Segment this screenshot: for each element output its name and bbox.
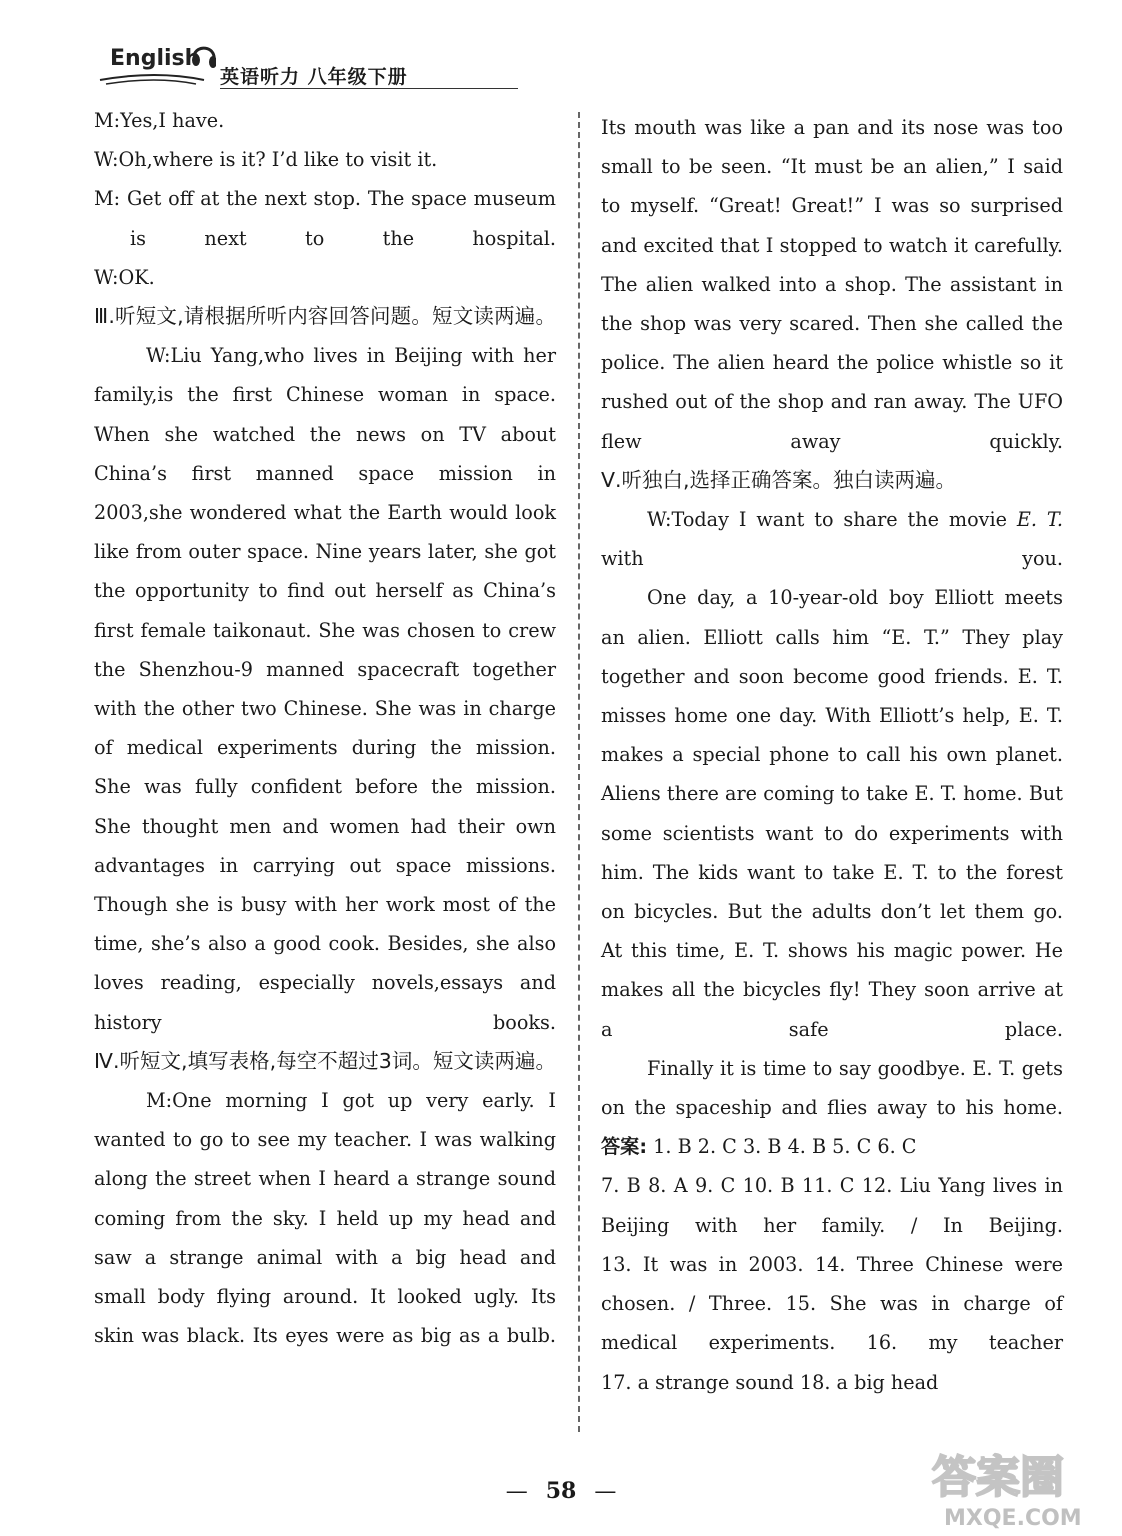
dialogue-line: M: Get off at the next stop. The space museum is next to the hospital. xyxy=(94,187,556,250)
movie-title: E. T. xyxy=(1016,508,1063,532)
section-5-heading: Ⅴ.听独白,选择正确答案。独白读两遍。 xyxy=(601,467,957,492)
dialogue-line: W:OK. xyxy=(94,265,155,289)
left-column xyxy=(94,101,556,1356)
book-title: 英语听力 八年级下册 xyxy=(220,66,408,88)
dialogue-line: W:Oh,where is it? I’d like to visit it. xyxy=(94,148,438,172)
header-rule xyxy=(220,88,518,89)
answers-label: 答案: xyxy=(601,1135,648,1159)
page-number-value: 58 xyxy=(545,1478,577,1504)
monologue-paragraph: Finally it is time to say goodbye. E. T. gets on the spaceship and flies away to his home. xyxy=(601,1056,1063,1120)
page-number: — 58 — xyxy=(505,1478,617,1504)
passage-liu-yang: W:Liu Yang,who lives in Beijing with her family,is the first Chinese woman in space. When she watched the news on TV about China’s first manned space mission in 2003,she wondered what the Earth would look like from outer space. Nine years later, she got the opportunity to find out herself as China’s first female taikonaut. She was chosen to crew the Shenzhou-9 manned spacecraft together with the other two Chinese. She was in charge of medical experiments during the mission. She was fully confident before the mission. She thought men and women had their own advantages in carrying out space missions. Though she is busy with her work most of the time, she’s also a good cook. Besides, she also loves reading, especially novels,essays and history books. xyxy=(94,344,556,1034)
watermark-url: MXQE.COM xyxy=(944,1506,1082,1531)
passage-alien-continued: Its mouth was like a pan and its nose was too small to be seen. “It must be an alien,” I said to myself. “Great! Great!” I was so surprised and excited that I stopped to watch it carefully. The alien walked into a shop. The assistant in the shop was very scared. Then she called the police. The alien heard the police whistle so it rushed out of the shop and ran away. The UFO flew away quickly. xyxy=(601,116,1063,453)
section-4-heading: Ⅳ.听短文,填写表格,每空不超过3词。短文读两遍。 xyxy=(94,1048,556,1073)
logo-text: English xyxy=(110,46,201,71)
column-divider xyxy=(578,112,580,1432)
monologue-paragraph: One day, a 10-year-old boy Elliott meets an alien. Elliott calls him “E. T.” They play together and soon become good friends. E. T. misses home one day. With Elliott’s help, E. T. makes a special phone to call his own planet. Aliens there are coming to take E. T. home. But some scientists want to do experiments with him. The kids want to take E. T. to the forest on bicycles. But the adults don’t let them go. At this time, E. T. shows his magic power. He makes all the bicycles fly! They soon arrive at a safe place. xyxy=(601,586,1063,1041)
answers-line: 13. It was in 2003. 14. Three Chinese were chosen. / Three. 15. She was in charge of medical experiments. 16. my teacher xyxy=(601,1252,1063,1355)
right-column xyxy=(601,108,1063,1402)
watermark-logo xyxy=(924,1440,1114,1506)
section-3-heading: Ⅲ.听短文,请根据所听内容回答问题。短文读两遍。 xyxy=(94,304,556,329)
watermark xyxy=(924,1440,1114,1530)
answers-line: 17. a strange sound 18. a big head xyxy=(601,1370,939,1394)
monologue-intro-end: with you. xyxy=(601,547,1063,571)
answers-row xyxy=(601,1127,1063,1166)
watermark-logo-text: 答案圈 xyxy=(932,1452,1064,1503)
answers-line: 1. B 2. C 3. B 4. B 5. C 6. C xyxy=(653,1135,917,1159)
english-logo xyxy=(96,40,216,90)
passage-alien: M:One morning I got up very early. I wanted to go to see my teacher. I was walking along the street when I heard a strange sound coming from the sky. I held up my head and saw a strange animal with a big head and small body flying around. It looked ugly. Its skin was black. Its eyes were as big as a bulb. xyxy=(94,1089,556,1348)
dialogue-line: M:Yes,I have. xyxy=(94,109,225,132)
answers-line: 7. B 8. A 9. C 10. B 11. C 12. Liu Yang lives in Beijing with her family. / In Beijing. xyxy=(601,1174,1063,1237)
page-header xyxy=(96,40,426,92)
monologue-intro xyxy=(601,500,1063,578)
monologue-intro-text: W:Today I want to share the movie xyxy=(647,508,1007,532)
